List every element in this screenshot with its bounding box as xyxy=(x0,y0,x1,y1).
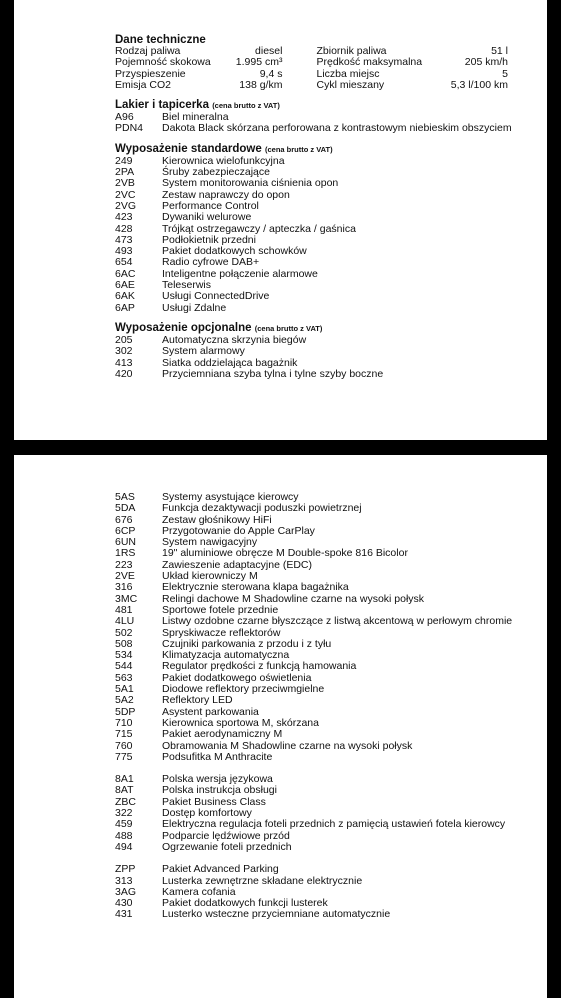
item-description: Kamera cofania xyxy=(162,885,236,898)
list-item xyxy=(115,864,525,875)
item-code: 313 xyxy=(115,874,133,887)
paint-note: (cena brutto z VAT) xyxy=(212,101,280,111)
list-item xyxy=(115,909,525,920)
item-description: Performance Control xyxy=(162,199,259,212)
item-code: 6AE xyxy=(115,279,135,292)
item-code: 508 xyxy=(115,637,133,650)
item-code: 2PA xyxy=(115,166,135,179)
item-code: 6CP xyxy=(115,524,136,537)
list-item xyxy=(115,819,525,830)
item-code: 420 xyxy=(115,367,133,380)
item-description: Trójkąt ostrzegawczy / apteczka / gaśnica xyxy=(162,222,356,235)
item-description: Obramowania M Shadowline czarne na wysoki połysk xyxy=(162,739,413,752)
item-code: 322 xyxy=(115,807,133,820)
item-code: 5DA xyxy=(115,502,136,515)
tech-value: 138 g/km xyxy=(239,78,283,91)
item-description: Zestaw naprawczy do opon xyxy=(162,188,290,201)
item-description: Reflektory LED xyxy=(162,694,233,707)
item-code: 710 xyxy=(115,716,133,729)
item-description: Podparcie lędźwiowe przód xyxy=(162,829,290,842)
item-description: Relingi dachowe M Shadowline czarne na wysoki połysk xyxy=(162,592,425,605)
item-description: Pakiet aerodynamiczny M xyxy=(162,728,283,741)
tech-value: 1.995 cm³ xyxy=(235,56,283,69)
list-item xyxy=(115,369,525,380)
item-description: Dywaniki welurowe xyxy=(162,211,252,224)
item-code: 302 xyxy=(115,345,133,358)
item-code: 2VC xyxy=(115,188,136,201)
item-code: 3AG xyxy=(115,885,137,898)
item-description: Diodowe reflektory przeciwmgielne xyxy=(162,683,325,696)
item-code: 544 xyxy=(115,660,133,673)
tech-label: Rodzaj paliwa xyxy=(115,45,181,57)
option-group xyxy=(115,774,525,853)
item-code: 563 xyxy=(115,671,133,684)
item-code: 8A1 xyxy=(115,773,134,786)
item-code: 5AS xyxy=(115,491,135,503)
item-description: Spryskiwacze reflektorów xyxy=(162,626,281,639)
item-description: Zestaw głośnikowy HiFi xyxy=(162,513,272,526)
tech-value: 5,3 l/100 km xyxy=(450,78,508,91)
tech-data-table xyxy=(115,46,508,91)
item-code: 431 xyxy=(115,908,133,921)
list-item xyxy=(115,291,525,302)
item-description: Usługi Zdalne xyxy=(162,301,227,314)
optional-heading xyxy=(115,322,525,335)
standard-list xyxy=(115,156,525,314)
tech-value: diesel xyxy=(255,45,283,57)
item-code: 6UN xyxy=(115,536,137,549)
item-code: 534 xyxy=(115,649,133,662)
item-code: 430 xyxy=(115,897,133,910)
tech-row xyxy=(115,69,508,80)
item-code: 760 xyxy=(115,739,133,752)
optional-note: (cena brutto z VAT) xyxy=(254,323,323,333)
item-description: Zawieszenie adaptacyjne (EDC) xyxy=(162,558,312,571)
tech-label: Pojemność skokowa xyxy=(115,56,211,69)
item-description: Regulator prędkości z funkcją hamowania xyxy=(162,660,357,673)
list-item xyxy=(115,123,525,134)
document-page-1 xyxy=(14,0,547,440)
item-description: Elektrycznie sterowana klapa bagażnika xyxy=(162,581,349,594)
option-group xyxy=(115,492,525,763)
tech-label: Liczba miejsc xyxy=(316,67,380,80)
item-description: Siatka oddzielająca bagażnik xyxy=(162,356,298,369)
list-item xyxy=(115,346,525,357)
item-code: 488 xyxy=(115,829,133,842)
optional-title: Wyposażenie opcjonalne xyxy=(115,321,252,334)
list-item xyxy=(115,729,525,740)
tech-value: 205 km/h xyxy=(464,56,508,69)
item-description: Układ kierowniczy M xyxy=(162,570,258,583)
watermark-logo: OTOMOTO xyxy=(18,968,75,980)
item-code: ZBC xyxy=(115,795,136,808)
item-code: A96 xyxy=(115,111,134,124)
tech-value: 9,4 s xyxy=(259,67,283,80)
item-code: 413 xyxy=(115,356,133,369)
item-description: Listwy ozdobne czarne błyszczące z listwą akcentową w perłowym chromie xyxy=(162,615,513,628)
item-code: 5A1 xyxy=(115,683,134,696)
page-2-content xyxy=(115,492,525,921)
item-code: 3MC xyxy=(115,592,138,605)
tech-label: Prędkość maksymalna xyxy=(316,56,423,69)
item-description: Ogrzewanie foteli przednich xyxy=(162,840,292,853)
column-gap xyxy=(282,57,316,68)
item-description: Biel mineralna xyxy=(162,111,229,124)
tech-label: Przyspieszenie xyxy=(115,67,186,80)
item-description: Śruby zabezpieczające xyxy=(162,166,270,179)
tech-label: Zbiornik paliwa xyxy=(316,45,387,57)
page-1-content xyxy=(115,34,525,380)
item-description: Pakiet Advanced Parking xyxy=(162,863,279,876)
item-description: Lusterka zewnętrzne składane elektrycznie xyxy=(162,874,363,887)
item-code: 249 xyxy=(115,154,133,167)
item-code: 423 xyxy=(115,211,133,224)
item-description: Polska instrukcja obsługi xyxy=(162,784,277,797)
item-code: 2VG xyxy=(115,199,137,212)
item-code: ZPP xyxy=(115,863,136,876)
item-description: Sportowe fotele przednie xyxy=(162,603,279,616)
item-code: PDN4 xyxy=(115,122,144,135)
item-code: 494 xyxy=(115,840,133,853)
item-description: Funkcja dezaktywacji poduszki powietrznej xyxy=(162,502,362,515)
item-description: Lusterko wsteczne przyciemniane automatycznie xyxy=(162,908,391,921)
item-description: Usługi ConnectedDrive xyxy=(162,290,270,303)
column-gap xyxy=(282,46,316,57)
item-description: Podsufitka M Anthracite xyxy=(162,750,273,763)
column-gap xyxy=(282,69,316,80)
item-code: 316 xyxy=(115,581,133,594)
tech-row xyxy=(115,57,508,68)
item-description: Teleserwis xyxy=(162,279,212,292)
tech-label: Cykl mieszany xyxy=(316,78,385,91)
tech-value: 5 xyxy=(502,67,508,80)
list-item xyxy=(115,503,525,514)
item-code: 1RS xyxy=(115,547,136,560)
item-description: 19" aluminiowe obręcze M Double-spoke 816 Bicolor xyxy=(162,547,408,560)
item-description: Pakiet dodatkowych schowków xyxy=(162,245,307,258)
item-description: System alarmowy xyxy=(162,345,245,358)
item-description: Inteligentne połączenie alarmowe xyxy=(162,267,318,280)
list-item xyxy=(115,178,525,189)
item-description: Czujniki parkowania z przodu i z tyłu xyxy=(162,637,332,650)
item-description: Systemy asystujące kierowcy xyxy=(162,491,299,503)
item-description: Podłokietnik przedni xyxy=(162,233,256,246)
item-description: Przyciemniana szyba tylna i tylne szyby boczne xyxy=(162,367,384,380)
item-code: 4LU xyxy=(115,615,135,628)
item-description: Polska wersja językowa xyxy=(162,773,273,786)
item-code: 715 xyxy=(115,728,133,741)
item-code: 481 xyxy=(115,603,133,616)
standard-title: Wyposażenie standardowe xyxy=(115,142,262,155)
optional-list xyxy=(115,335,525,380)
list-item xyxy=(115,752,525,763)
item-code: 502 xyxy=(115,626,133,639)
item-description: Dakota Black skórzana perforowana z kontrastowym niebieskim obszyciem xyxy=(162,122,512,135)
tech-value: 51 l xyxy=(491,45,508,57)
item-description: Radio cyfrowe DAB+ xyxy=(162,256,260,269)
item-code: 223 xyxy=(115,558,133,571)
item-code: 676 xyxy=(115,513,133,526)
paint-title: Lakier i tapicerka xyxy=(115,99,209,112)
item-description: Pakiet dodatkowych funkcji lusterek xyxy=(162,897,328,910)
paint-list xyxy=(115,112,525,135)
item-description: Przygotowanie do Apple CarPlay xyxy=(162,524,315,537)
standard-note: (cena brutto z VAT) xyxy=(264,144,333,154)
list-item xyxy=(115,842,525,853)
list-item xyxy=(115,616,525,627)
list-item xyxy=(115,695,525,706)
item-code: 775 xyxy=(115,750,133,763)
item-description: Kierownica wielofunkcyjna xyxy=(162,154,285,167)
item-code: 6AP xyxy=(115,301,135,314)
item-code: 654 xyxy=(115,256,133,269)
item-code: 473 xyxy=(115,233,133,246)
item-code: 5A2 xyxy=(115,694,134,707)
item-code: 6AC xyxy=(115,267,136,280)
item-code: 428 xyxy=(115,222,133,235)
item-description: Pakiet dodatkowego oświetlenia xyxy=(162,671,312,684)
item-description: Automatyczna skrzynia biegów xyxy=(162,333,307,346)
item-description: Klimatyzacja automatyczna xyxy=(162,649,290,662)
item-description: Elektryczna regulacja foteli przednich z pamięcią ustawień fotela kierowcy xyxy=(162,818,506,831)
list-item xyxy=(115,212,525,223)
item-description: Pakiet Business Class xyxy=(162,795,266,808)
item-code: 205 xyxy=(115,333,133,346)
list-item xyxy=(115,582,525,593)
item-description: System nawigacyjny xyxy=(162,536,258,549)
item-code: 5DP xyxy=(115,705,136,718)
item-description: Kierownica sportowa M, skórzana xyxy=(162,716,319,729)
tech-data-heading: Dane techniczne xyxy=(115,34,206,46)
standard-heading xyxy=(115,143,525,156)
item-code: 8AT xyxy=(115,784,134,797)
option-group xyxy=(115,864,525,920)
list-item xyxy=(115,303,525,314)
tech-row xyxy=(115,80,508,91)
item-code: 459 xyxy=(115,818,133,831)
item-code: 493 xyxy=(115,245,133,258)
item-code: 6AK xyxy=(115,290,135,303)
item-description: System monitorowania ciśnienia opon xyxy=(162,177,339,190)
item-description: Asystent parkowania xyxy=(162,705,259,718)
item-code: 2VE xyxy=(115,570,135,583)
column-gap xyxy=(282,80,316,91)
item-code: 2VB xyxy=(115,177,135,190)
item-description: Dostęp komfortowy xyxy=(162,807,252,820)
tech-label: Emisja CO2 xyxy=(115,78,172,91)
document-page-2 xyxy=(14,455,547,998)
